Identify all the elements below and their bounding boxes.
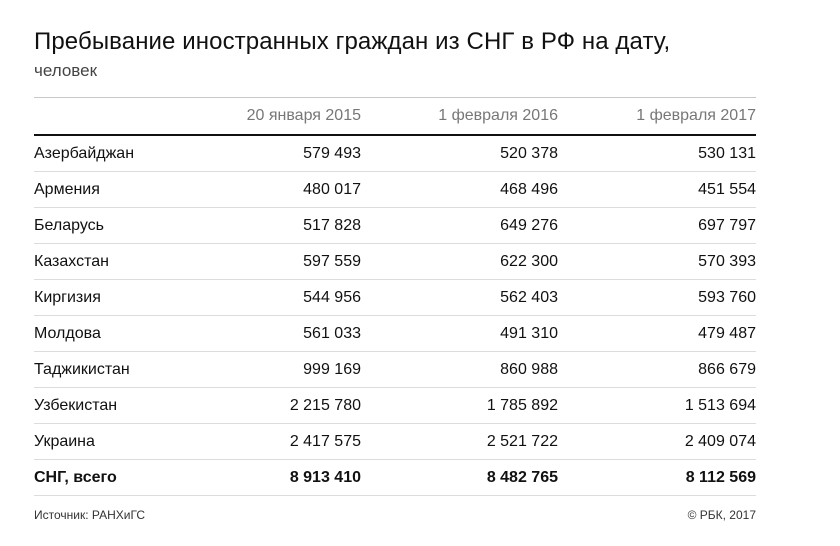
table-row xyxy=(34,280,756,316)
source-note: Источник: РАНХиГС xyxy=(34,508,146,522)
row-country: Киргизия xyxy=(34,288,101,306)
row-value-3: 570 393 xyxy=(698,252,756,270)
row-country: Азербайджан xyxy=(34,144,135,162)
row-value-3: 451 554 xyxy=(698,180,756,198)
row-value-2: 562 403 xyxy=(500,288,558,306)
row-value-1: 579 493 xyxy=(303,144,361,162)
row-value-3: 593 760 xyxy=(698,288,756,306)
row-value-3: 1 513 694 xyxy=(684,396,756,414)
row-country: Таджикистан xyxy=(34,360,130,378)
chart-subtitle: человек xyxy=(34,61,98,80)
row-value-1: 517 828 xyxy=(303,216,361,234)
chart-title: Пребывание иностранных граждан из СНГ в РФ на дату, xyxy=(34,28,671,55)
row-value-3: 866 679 xyxy=(698,360,756,378)
row-value-1: 597 559 xyxy=(303,252,361,270)
row-country: Украина xyxy=(34,432,95,450)
row-value-2: 622 300 xyxy=(500,252,558,270)
row-country: Молдова xyxy=(34,324,101,342)
row-country: Казахстан xyxy=(34,252,109,270)
total-value-1: 8 913 410 xyxy=(289,468,361,486)
total-value-3: 8 112 569 xyxy=(685,468,756,486)
row-value-1: 999 169 xyxy=(303,360,361,378)
copyright-note: © РБК, 2017 xyxy=(687,508,756,522)
data-table xyxy=(34,97,756,496)
header-column-2: 1 февраля 2016 xyxy=(438,107,558,124)
row-value-2: 520 378 xyxy=(500,144,558,162)
table-row xyxy=(34,424,756,460)
table-row xyxy=(34,388,756,424)
table-row xyxy=(34,316,756,352)
table-row xyxy=(34,136,756,172)
row-value-2: 860 988 xyxy=(500,360,558,378)
row-value-3: 530 131 xyxy=(698,144,756,162)
row-value-1: 561 033 xyxy=(303,324,361,342)
row-value-2: 649 276 xyxy=(500,216,558,234)
table-total-row xyxy=(34,460,756,496)
row-value-1: 544 956 xyxy=(303,288,361,306)
header-column-3: 1 февраля 2017 xyxy=(636,107,756,124)
row-country: Беларусь xyxy=(34,216,104,234)
row-country: Армения xyxy=(34,180,100,198)
header-column-1: 20 января 2015 xyxy=(246,107,361,124)
row-value-2: 2 521 722 xyxy=(486,432,558,450)
row-value-2: 1 785 892 xyxy=(486,396,558,414)
row-value-2: 468 496 xyxy=(500,180,558,198)
table-row xyxy=(34,244,756,280)
row-value-3: 479 487 xyxy=(698,324,756,342)
table-body xyxy=(34,136,756,460)
row-value-1: 2 417 575 xyxy=(289,432,361,450)
total-value-2: 8 482 765 xyxy=(486,468,558,486)
row-value-2: 491 310 xyxy=(500,324,558,342)
row-value-1: 2 215 780 xyxy=(289,396,361,414)
table-row xyxy=(34,352,756,388)
table-header-row xyxy=(34,98,756,136)
table-row xyxy=(34,208,756,244)
total-label: СНГ, всего xyxy=(34,468,117,486)
row-value-3: 2 409 074 xyxy=(684,432,756,450)
row-value-3: 697 797 xyxy=(698,216,756,234)
table-row xyxy=(34,172,756,208)
row-country: Узбекистан xyxy=(34,396,118,414)
row-value-1: 480 017 xyxy=(303,180,361,198)
